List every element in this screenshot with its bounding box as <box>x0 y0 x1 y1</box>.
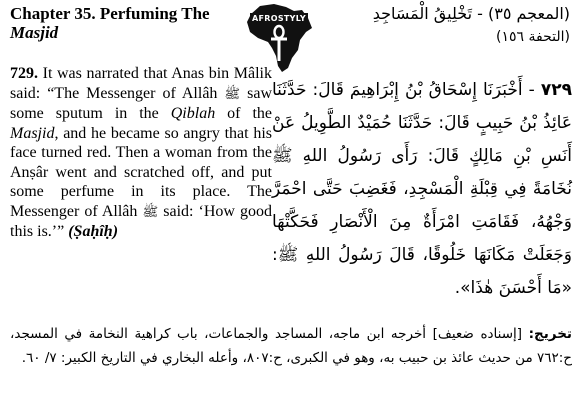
afrostyly-logo <box>242 2 316 74</box>
salutation-glyph: ﷺ <box>142 204 159 220</box>
term-qiblah: Qiblah <box>170 105 216 122</box>
arabic-hadith-body: - أَخْبَرَنَا إِسْحَاقُ بْنُ إِبْرَاهِيمَ قَالَ: حَدَّثَنَا عَائِذُ بْنُ حَبِيبٍ قَالَ: حَدَّثَنَا حُمَيْدٌ الطَّوِيلُ عَنْ أَنَسِ بْنِ مَالِكٍ قَالَ: رَأَى رَسُولُ اللهِ ﷺ نُخَامَةً فِي قِبْلَةِ الْمَسْجِدِ، فَغَضِبَ حَتَّى احْمَرَّ وَجْهُهُ، فَقَامَتِ امْرَأَةٌ مِنَ الْأَنْصَارِ فَحَكَّتْهَا وَجَعَلَتْ مَكَانَهَا خَلُوقًا، قَالَ رَسُولُ اللهِ ﷺ: «مَا أَحْسَنَ هٰذَا». <box>272 80 572 298</box>
hadith-number: 729. <box>10 65 38 82</box>
logo-text: AFROSTYLY <box>252 14 306 23</box>
term-masjid: Masjid <box>10 124 55 142</box>
salutation-glyph: ﷺ <box>224 86 241 102</box>
english-text-part: , and he became so angry that his face turned red. Then a woman from the Anṣâr went and scratched off, and put some perfume in its place. The Messenger of Allâh <box>10 124 272 220</box>
english-text-part: said: ‘How good this is.’” <box>10 202 273 240</box>
takhrij-label: تخريج: <box>528 326 572 342</box>
takhrij-text: [إسناده ضعيف] أخرجه ابن ماجه، المساجد والجماعات، باب كراهية النخامة في المسجد، ح:٧٦٢ من حديث عائذ بن حبيب به، وهو في الكبرى، ح:٨٠٧، وأعله البخاري في التاريخ الكبير: ٧/ ٦٠. <box>10 326 572 366</box>
chapter-title-line1: Chapter 35. Perfuming The <box>10 4 210 23</box>
arabic-tuhfah-reference: (التحفة ١٥٦) <box>496 29 570 45</box>
africa-map-icon <box>242 2 316 74</box>
english-text-part: It was narrated that Anas bin Mâlik said: “The Messenger of Allâh <box>10 65 272 102</box>
arabic-hadith-text <box>272 74 572 305</box>
takhrij-footnote <box>10 322 572 370</box>
chapter-title <box>10 4 272 42</box>
english-text-part: saw some sputum in the <box>10 84 273 122</box>
english-column <box>10 4 272 242</box>
english-text-part: of the <box>215 105 273 122</box>
arabic-chapter-header: (المعجم ٣٥) - تَخْلِيقُ الْمَسَاجِدِ <box>372 4 570 23</box>
arabic-hadith-number: ٧٢٩ <box>540 80 572 100</box>
chapter-title-line2: Masjid <box>10 23 59 42</box>
grading-label: (Ṣaḥîḥ) <box>68 223 119 240</box>
english-hadith-text <box>10 64 272 242</box>
